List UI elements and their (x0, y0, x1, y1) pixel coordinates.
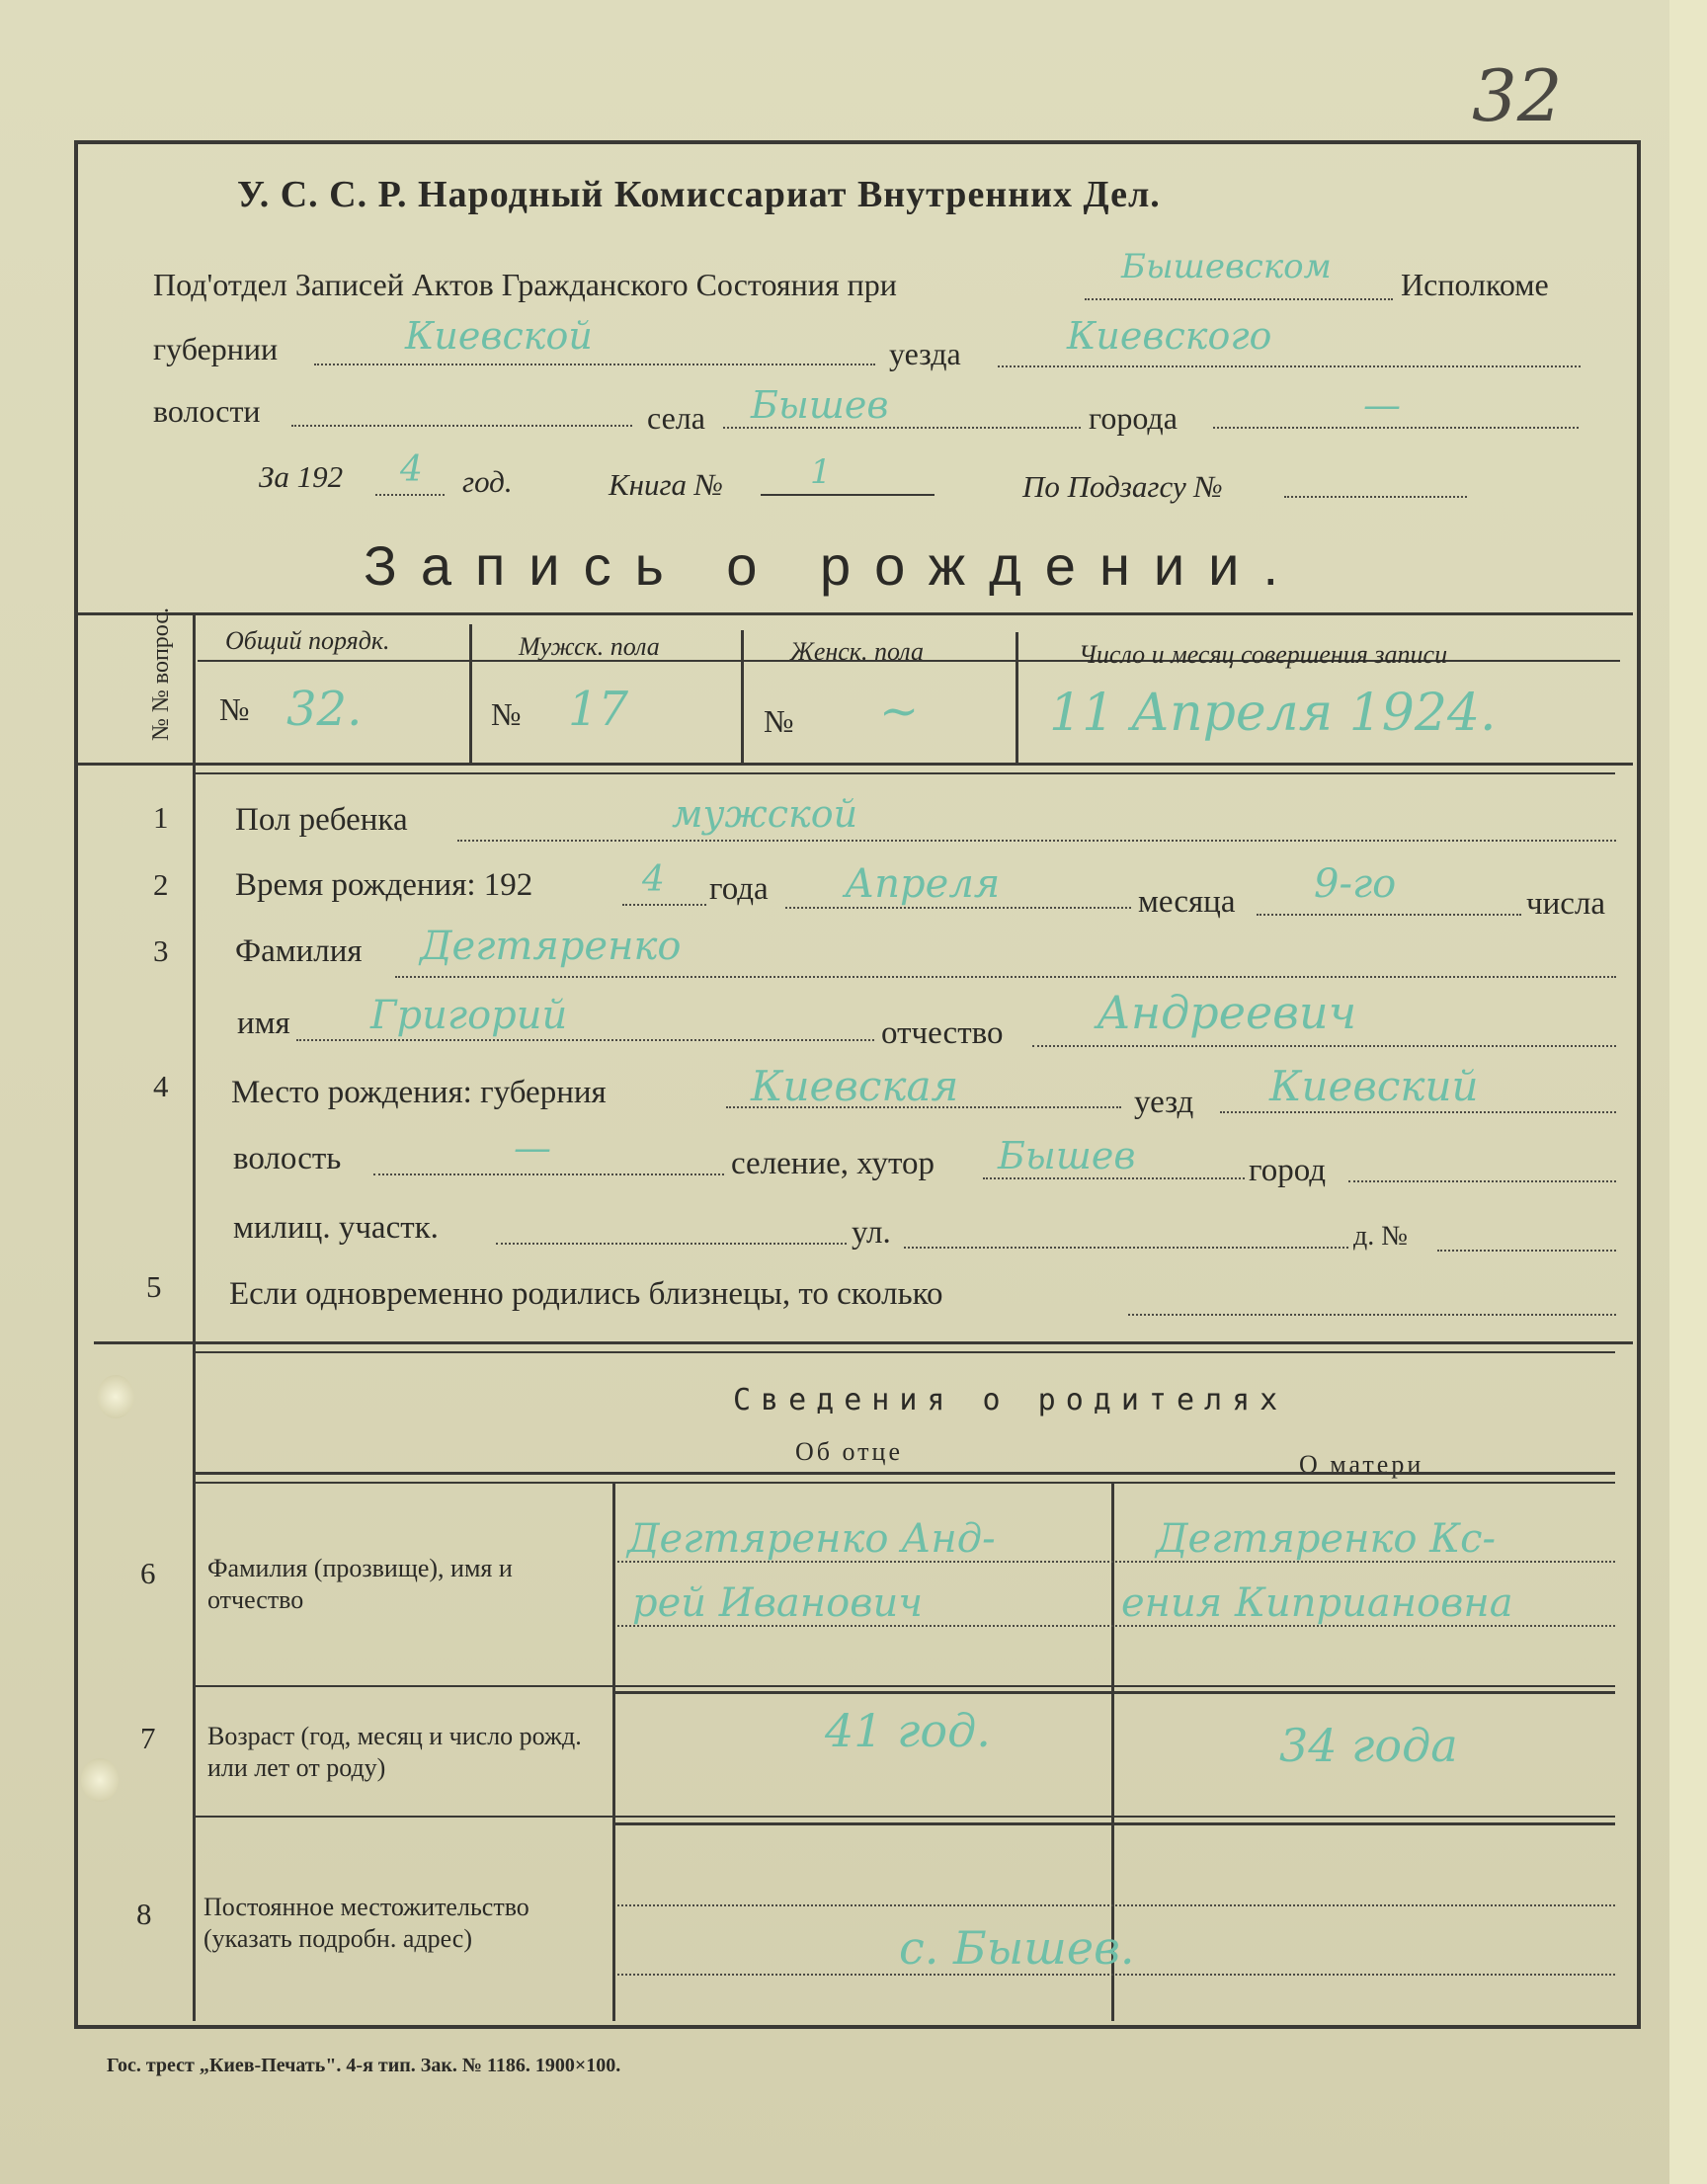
male-handwriting: 17 (568, 682, 629, 737)
row-3-patronymic-handwriting: Андреевич (1097, 986, 1357, 1039)
row-6-father-handwriting-1: Дегтяренко Анд- (627, 1516, 996, 1562)
city-handwriting: — (1363, 383, 1401, 427)
book-handwriting: 1 (810, 452, 832, 492)
subdept-suffix: Исполкоме (1401, 267, 1549, 302)
row-4-district-handwriting: Киевский (1269, 1062, 1479, 1110)
row-3-label: Фамилия (235, 933, 363, 969)
volost-label: волости (153, 393, 261, 429)
row-3-name-handwriting: Григорий (370, 993, 568, 1038)
row-1-handwriting: мужской (672, 792, 858, 836)
row-2-year-handwriting: 4 (642, 859, 665, 900)
row-8-label: Постоянное местожительство (указать подробн. адрес) (203, 1893, 529, 1953)
district-label: уезда (889, 336, 961, 371)
row-8-handwriting: с. Бышев. (899, 1921, 1135, 1975)
mother-column-header: О матери (1299, 1450, 1424, 1479)
year-handwriting: 4 (400, 449, 423, 490)
general-order-header: Общий порядк. (225, 626, 390, 655)
row-4-house-label: д. № (1353, 1221, 1408, 1252)
row-2-label: Время рождения: 192 (235, 867, 533, 903)
row-3-handwriting: Дегтяренко (420, 924, 682, 969)
row-1-label: Пол ребенка (235, 802, 408, 838)
row-6-label: Фамилия (прозвище), имя и отчество (207, 1554, 513, 1614)
row-6-mother-handwriting-2: ения Киприановна (1121, 1580, 1513, 1626)
document-title: Запись о рождении. (364, 534, 1302, 597)
row-2-year-suffix: года (709, 871, 769, 907)
row-2-number: 2 (153, 867, 169, 902)
book-label: Книга № (609, 467, 724, 502)
subsection-label: По Подзагсу № (1022, 469, 1223, 504)
printer-footer: Гос. трест „Киев-Печать". 4-я тип. Зак. № 1186. 1900×100. (107, 2055, 621, 2076)
general-order-handwriting: 32. (286, 682, 363, 737)
row-2-day-handwriting: 9-го (1314, 861, 1397, 907)
row-4-city-label: город (1249, 1153, 1327, 1188)
male-header: Мужск. пола (519, 632, 660, 661)
row-7-father-handwriting: 41 год. (825, 1704, 991, 1757)
row-3-name-label: имя (237, 1006, 290, 1041)
row-4-volost-handwriting: — (514, 1126, 551, 1170)
row-6-mother-handwriting-1: Дегтяренко Кс- (1156, 1516, 1497, 1562)
row-4-police-label: милиц. участк. (233, 1210, 439, 1246)
subdept-handwriting: Бышевском (1121, 247, 1332, 286)
district-handwriting: Киевского (1067, 314, 1272, 358)
row-4-label: Место рождения: губерния (231, 1075, 607, 1110)
row-2-day-label: числа (1526, 886, 1606, 922)
question-number-header: № № вопрос. (148, 607, 174, 741)
male-prefix: № (491, 696, 522, 732)
row-3-patronymic-label: отчество (881, 1015, 1004, 1051)
subdept-label: Под'отдел Записей Актов Гражданского Состояния при (153, 267, 897, 302)
row-7-number: 7 (140, 1721, 156, 1755)
row-4-village-label: селение, хутор (731, 1146, 935, 1181)
page-number: 32 (1472, 54, 1563, 137)
parents-section-title: Сведения о родителях (733, 1383, 1288, 1417)
province-handwriting: Киевской (405, 314, 593, 358)
row-7-label: Возраст (год, месяц и число рожд. или лет от роду) (207, 1722, 582, 1782)
date-handwriting: 11 Апреля 1924. (1049, 684, 1497, 743)
row-5-number: 5 (146, 1269, 162, 1304)
row-4-volost-label: волость (233, 1141, 342, 1176)
date-header: Число и месяц совершения записи (1079, 640, 1448, 669)
header-title: У. С. С. Р. Народный Комиссариат Внутренних Дел. (237, 174, 1161, 215)
row-4-number: 4 (153, 1069, 169, 1103)
row-7-mother-handwriting: 34 года (1279, 1719, 1458, 1772)
year-label: За 192 (259, 459, 344, 494)
row-1-number: 1 (153, 800, 169, 835)
city-label: города (1089, 400, 1178, 436)
female-header: Женск. пола (790, 637, 924, 666)
row-6-number: 6 (140, 1556, 156, 1590)
female-handwriting: ~ (879, 684, 920, 739)
village-label: села (647, 400, 705, 436)
general-order-prefix: № (219, 691, 250, 727)
row-6-father-handwriting-2: рей Иванович (632, 1580, 924, 1626)
row-8-number: 8 (136, 1897, 152, 1931)
row-4-street-label: ул. (852, 1215, 891, 1251)
row-4-province-handwriting: Киевская (751, 1062, 959, 1110)
female-prefix: № (764, 703, 794, 739)
row-4-district-label: уезд (1134, 1085, 1194, 1120)
year-suffix: год. (462, 464, 513, 499)
row-2-month-handwriting: Апреля (845, 861, 1001, 907)
father-column-header: Об отце (795, 1437, 903, 1466)
village-handwriting: Бышев (751, 383, 889, 427)
row-4-village-handwriting: Бышев (998, 1134, 1136, 1177)
row-2-month-label: месяца (1138, 884, 1236, 920)
row-3-number: 3 (153, 933, 169, 968)
province-label: губернии (153, 331, 279, 366)
row-5-label: Если одновременно родились близнецы, то сколько (229, 1276, 943, 1312)
